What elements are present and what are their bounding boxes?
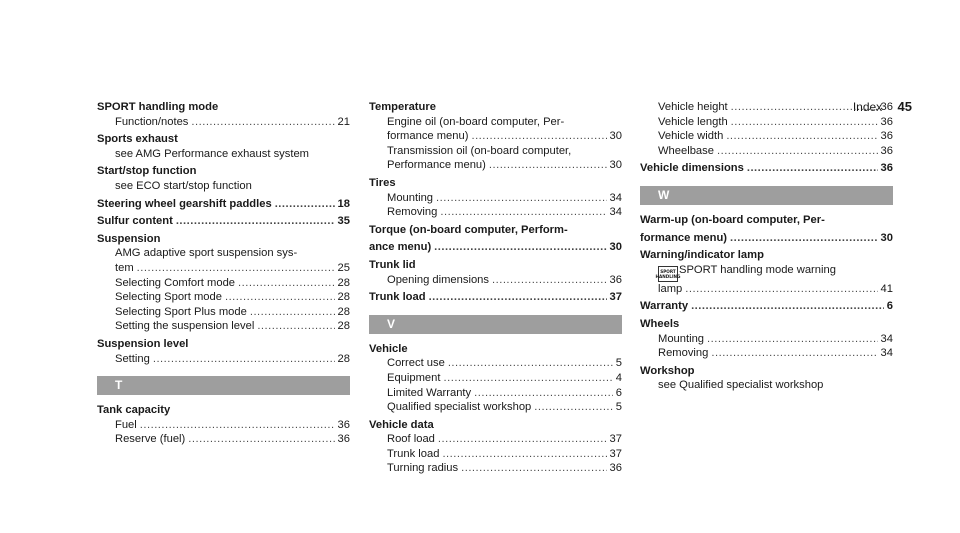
subentry-text: Qualified specialist workshop [387,401,532,414]
leader-dots [747,161,878,176]
page-ref[interactable]: 28 [337,305,350,318]
index-subentry[interactable] [369,158,622,173]
index-subentry[interactable] [97,305,350,320]
index-entry-heading[interactable] [369,240,622,255]
page-ref[interactable]: 36 [880,101,893,113]
leader-dots [250,305,335,320]
entry-heading-text: Trunk load [369,291,426,304]
index-subentry[interactable] [97,319,350,334]
leader-dots [429,290,607,305]
page-ref[interactable]: 36 [337,433,350,446]
index-entry-heading[interactable] [97,197,350,212]
index-entry [369,176,622,220]
subentry-text: Vehicle height [658,101,728,113]
index-entry-heading[interactable] [369,290,622,305]
index-subentry [640,378,893,393]
leader-dots [191,115,334,130]
index-subentry[interactable] [369,400,622,415]
entry-heading-text: formance menu) [640,231,728,244]
index-entry-heading [369,418,622,433]
icon-label: HANDLING [655,273,681,279]
subentry-text: Wheelbase [658,144,714,157]
subentry-text: AMG adaptive sport suspension sys- [115,247,298,260]
subentry-text: Selecting Comfort mode [115,276,236,289]
page-ref[interactable]: 36 [880,130,893,143]
subentry-text: Fuel [115,418,137,431]
index-entry-heading [640,248,893,263]
index-subentry[interactable] [369,273,622,288]
page-ref[interactable]: 30 [609,159,622,172]
leader-dots [471,129,606,144]
entry-heading-text: Temperature [369,101,436,113]
leader-dots [717,144,878,159]
leader-dots [238,276,335,291]
index-entry-heading [97,164,350,179]
index-subentry[interactable] [640,115,893,130]
index-subentry[interactable] [640,346,893,361]
entry-heading-text: Steering wheel gearshift paddles [97,197,272,210]
subentry-text: lamp [658,282,683,295]
leader-dots [442,447,606,462]
page-ref[interactable]: 18 [337,197,350,210]
index-entry [97,164,350,193]
subentry-text: Roof load [387,433,435,446]
page-ref[interactable]: 28 [337,276,350,289]
subentry-text: Engine oil (on-board computer, Per- [387,115,565,128]
subentry-text: see AMG Performance exhaust system [115,147,309,160]
leader-dots [726,129,877,144]
index-entry [97,197,350,212]
leader-dots [448,356,613,371]
index-entry-heading [640,364,893,379]
subentry-text: Trunk load [387,447,440,460]
leader-dots [140,418,335,433]
subentry-text: Setting [115,352,150,365]
entry-heading-text: Suspension [97,232,161,245]
index-entry [369,100,622,173]
subentry-text: see ECO start/stop function [115,179,252,192]
index-entry-heading [640,213,893,228]
entry-heading-text: SPORT handling mode [97,101,219,113]
entry-heading-text: Vehicle dimensions [640,162,744,175]
entry-heading-text: ance menu) [369,241,432,254]
leader-dots [685,282,877,297]
index-subentry[interactable] [97,276,350,291]
leader-dots [137,261,335,276]
subentry-text: Vehicle length [658,115,728,128]
page-ref[interactable]: 36 [609,462,622,475]
index-entry-heading [369,176,622,191]
entry-heading-text: Suspension level [97,337,189,350]
index-subentry [369,115,622,130]
index-entry [97,232,350,334]
leader-dots [534,400,613,415]
page-ref[interactable]: 36 [337,418,350,431]
section-title: Index [852,100,883,114]
index-entry-heading [97,100,350,115]
subentry-text: tem [115,261,134,274]
page-ref[interactable]: 6 [886,300,893,313]
page-ref[interactable]: 37 [609,447,622,460]
subentry-text: Removing [387,206,438,219]
index-subentry [97,147,350,162]
subentry-text: Mounting [387,191,434,204]
index-subentry[interactable] [97,261,350,276]
subentry-text: see Qualified specialist workshop [658,379,824,392]
page-ref[interactable]: 37 [609,291,622,304]
section-letter-v: V [369,315,622,334]
index-subentry[interactable] [97,352,350,367]
index-subentry[interactable] [369,356,622,371]
index-entry [640,231,893,246]
entry-heading-text: Tank capacity [97,404,171,417]
page-ref[interactable]: 34 [880,347,893,360]
index-entry [369,258,622,287]
subentry-text: Function/notes [115,115,189,128]
subentry-text: Selecting Sport Plus mode [115,305,247,318]
index-entry-heading [369,223,622,238]
index-entry [640,161,893,176]
leader-dots [731,115,878,130]
index-subentry[interactable] [640,144,893,159]
entry-heading-text: Start/stop function [97,165,197,178]
subentry-text: Turning radius [387,462,459,475]
entry-heading-text: Sports exhaust [97,133,178,146]
subentry-text: Performance menu) [387,159,486,172]
page-number: 45 [897,99,912,114]
subentry-text: Correct use [387,357,445,370]
entry-heading-text: Wheels [640,317,680,330]
subentry-text: Selecting Sport mode [115,291,222,304]
index-subentry[interactable] [97,418,350,433]
subentry-text: Transmission oil (on-board computer, [387,144,572,157]
page-ref[interactable]: 28 [337,320,350,333]
leader-dots [153,352,335,367]
index-entry [640,317,893,361]
page-ref[interactable]: 25 [337,261,350,274]
leader-dots [225,290,335,305]
index-entry [369,342,622,415]
index-entry [97,214,350,229]
leader-dots [434,240,606,255]
leader-dots [257,319,334,334]
subentry-text: Limited Warranty [387,386,472,399]
index-entry [369,223,622,238]
subentry-text: Vehicle width [658,130,724,143]
entry-heading-text: Vehicle data [369,418,434,431]
leader-dots [492,273,607,288]
leader-dots [730,231,878,246]
index-column-3 [640,100,893,396]
index-entry [369,418,622,476]
page-ref[interactable]: 30 [609,241,622,254]
subentry-text: Opening dimensions [387,273,489,286]
index-column-2 [369,100,622,479]
leader-dots [444,371,613,386]
index-entry-heading[interactable] [640,161,893,176]
index-entry-heading [369,342,622,357]
page-ref[interactable]: 34 [880,332,893,345]
leader-dots [440,205,606,220]
page-ref[interactable]: 37 [609,433,622,446]
index-entry [97,132,350,161]
index-entry-heading [369,258,622,273]
subentry-text: Mounting [658,332,705,345]
index-subentry[interactable] [640,332,893,347]
index-subentry[interactable] [640,100,893,115]
page-ref[interactable]: 36 [880,162,893,175]
index-entry-heading[interactable] [97,214,350,229]
subentry-text: Removing [658,347,709,360]
section-letter-t: T [97,376,350,395]
index-entry-heading [97,132,350,147]
page-ref[interactable]: 36 [880,144,893,157]
index-subentry[interactable] [369,386,622,401]
entry-heading-text: Tires [369,176,396,189]
page-ref[interactable]: 28 [337,352,350,365]
leader-dots [474,386,613,401]
leader-dots [489,158,607,173]
page-ref[interactable]: 30 [880,231,893,244]
index-subentry[interactable] [369,129,622,144]
subentry-text: Reserve (fuel) [115,433,186,446]
leader-dots [438,432,607,447]
entry-heading-text: Warm-up (on-board computer, Per- [640,213,825,226]
page-ref[interactable]: 36 [880,115,893,128]
page-ref[interactable]: 36 [609,273,622,286]
index-subentry [97,179,350,194]
page-ref[interactable]: 35 [337,215,350,228]
entry-heading-text: Warranty [640,300,689,313]
leader-dots [436,191,607,206]
entry-heading-text: Vehicle [369,342,408,355]
leader-dots [275,197,335,212]
entry-heading-text: Torque (on-board computer, Perform- [369,223,568,236]
sport-handling-icon [655,266,681,282]
index-entry [640,364,893,393]
index-entry [97,403,350,447]
index-subentry[interactable] [369,432,622,447]
index-subentry[interactable] [369,205,622,220]
leader-dots [188,432,334,447]
index-entry [97,100,350,129]
page-ref[interactable]: 34 [609,206,622,219]
index-subentry[interactable] [369,461,622,476]
subentry-text: SPORT handling mode warning [679,263,836,276]
index-entry-heading [97,337,350,352]
index-entry [640,100,893,158]
entry-heading-text: Sulfur content [97,215,173,228]
entry-heading-text: Trunk lid [369,258,416,271]
subentry-text: formance menu) [387,130,469,143]
index-entry [97,337,350,366]
page-ref[interactable]: 5 [615,401,622,414]
index-subentry [640,263,893,282]
index-entry-heading [640,317,893,332]
leader-dots [707,332,878,347]
index-subentry[interactable] [369,371,622,386]
index-entry-heading[interactable] [640,231,893,246]
index-column-1 [97,100,350,450]
index-subentry[interactable] [640,282,893,297]
page-ref[interactable]: 21 [337,115,350,128]
index-subentry[interactable] [369,191,622,206]
subentry-text: Setting the suspension level [115,320,255,333]
index-entry [640,213,893,228]
entry-heading-text: Warning/indicator lamp [640,249,764,262]
page-ref[interactable]: 6 [615,386,622,399]
page-ref[interactable]: 28 [337,291,350,304]
page-ref[interactable]: 41 [880,282,893,295]
page-ref[interactable]: 34 [609,191,622,204]
index-entry [369,290,622,305]
index-entry [640,248,893,296]
leader-dots [176,214,335,229]
leader-dots [731,100,878,115]
leader-dots [691,299,884,314]
subentry-text: Equipment [387,371,441,384]
index-subentry[interactable] [640,129,893,144]
leader-dots [461,461,606,476]
index-entry [369,240,622,255]
index-subentry[interactable] [97,432,350,447]
index-entry [640,299,893,314]
index-subentry[interactable] [369,447,622,462]
index-entry-heading[interactable] [640,299,893,314]
index-entry-heading [97,403,350,418]
icon-label: SPORT [660,268,676,274]
index-subentry[interactable] [97,115,350,130]
index-subentry[interactable] [97,290,350,305]
page-ref[interactable]: 5 [615,357,622,370]
section-letter-w: W [640,186,893,205]
index-subentry [369,144,622,159]
page-ref[interactable]: 30 [609,130,622,143]
leader-dots [711,346,877,361]
index-subentry [97,246,350,261]
entry-heading-text: Workshop [640,364,695,377]
page-ref[interactable]: 4 [615,371,622,384]
index-entry-heading [369,100,622,115]
index-entry-heading [97,232,350,247]
